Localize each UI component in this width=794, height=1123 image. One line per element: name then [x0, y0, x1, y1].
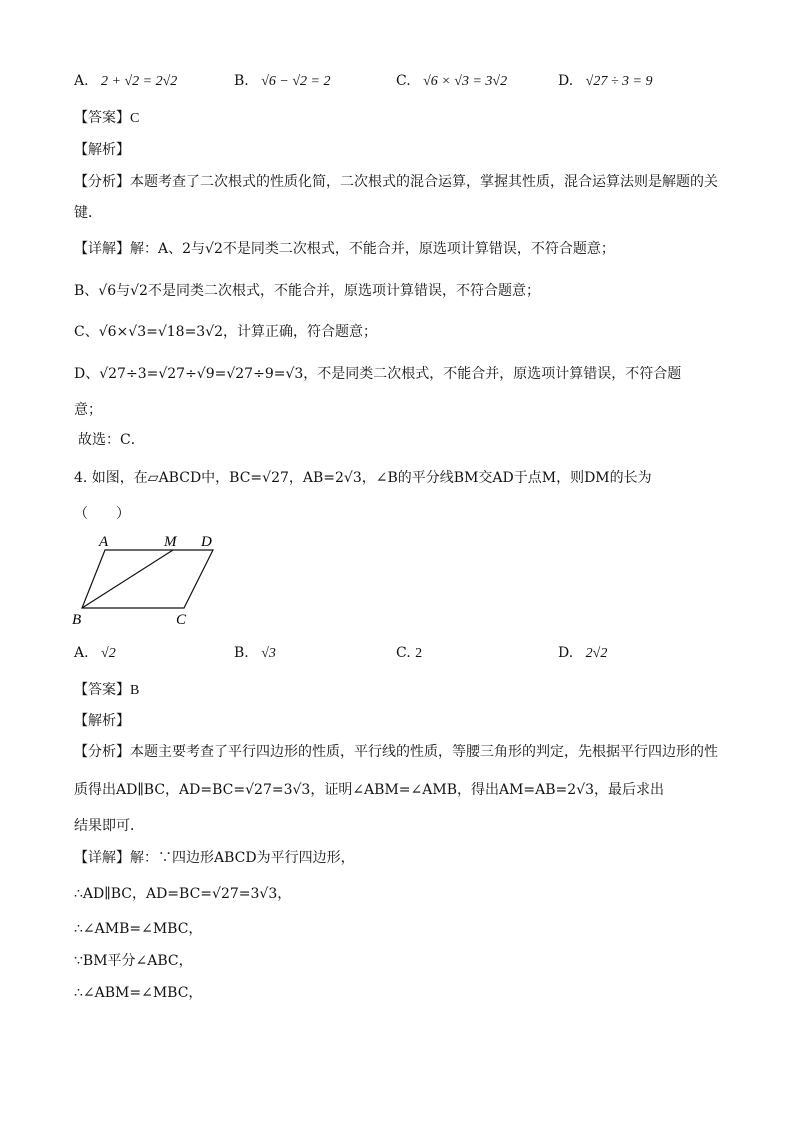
- label-c: C: [176, 612, 187, 628]
- option-expr: √2: [101, 646, 116, 661]
- q3-fenxi-line-1: [74, 172, 718, 192]
- detail-tag: 【详解】: [74, 241, 130, 257]
- option-expr: 2√2: [585, 646, 608, 661]
- fenxi-text: 本题主要考查了平行四边形的性质，平行线的性质，等腰三角形的判定，先根据平行四边形的性: [130, 744, 718, 760]
- option-expr: √6 − √2 = 2: [261, 74, 331, 89]
- q3-option-c: [396, 73, 507, 90]
- q4-detail-5: ∴∠ABM=∠MBC，: [74, 985, 203, 1001]
- q3-detail-b: B、√6与√2不是同类二次根式，不能合并，原选项计算错误，不符合题意；: [74, 283, 540, 299]
- q4-option-b: [234, 645, 276, 662]
- fenxi-text: 本题考查了二次根式的性质化简，二次根式的混合运算，掌握其性质，混合运算法则是解题的关: [130, 174, 718, 190]
- option-expr: √27 ÷ 3 = 9: [585, 74, 653, 89]
- q3-detail-d-2: 意；: [74, 402, 102, 418]
- q3-option-d: [558, 73, 652, 90]
- answer-tag: 【答案】: [74, 682, 130, 698]
- option-letter: A.: [74, 645, 89, 661]
- q4-detail-4: ∵BM平分∠ABC，: [74, 953, 193, 969]
- q4-fenxi-line-1: [74, 742, 718, 762]
- q4-detail-1: [74, 848, 355, 868]
- option-expr: 2 + √2 = 2√2: [101, 74, 178, 89]
- q3-detail-a: [74, 239, 615, 259]
- detail-text: 解：A、2与√2不是同类二次根式，不能合并，原选项计算错误，不符合题意；: [130, 241, 615, 257]
- detail-tag: 【详解】: [74, 850, 130, 866]
- detail-text: 解：∵四边形ABCD为平行四边形，: [130, 850, 355, 866]
- parallelogram-abcd: [82, 550, 213, 608]
- q4-option-a: [74, 645, 116, 662]
- q3-option-a: [74, 73, 177, 90]
- q3-detail-c: C、√6×√3=√18=3√2，计算正确，符合题意；: [74, 324, 378, 340]
- segment-bm: [82, 550, 173, 608]
- option-letter: D.: [558, 645, 574, 661]
- label-b: B: [72, 612, 82, 628]
- option-letter: C.: [396, 645, 411, 661]
- answer-tag: 【答案】: [74, 110, 130, 126]
- q4-option-c: [396, 645, 422, 662]
- option-letter: A.: [74, 73, 89, 89]
- label-a: A: [99, 534, 109, 550]
- q3-detail-d-1: D、√27÷3=√27÷√9=√27÷9=√3，不是同类二次根式，不能合并，原选项计算错误，不符合题: [74, 366, 682, 382]
- q4-option-d: [558, 645, 607, 662]
- parallelogram-figure: [68, 530, 228, 630]
- q3-fenxi-line-2: 键．: [74, 205, 102, 221]
- q4-answer: [74, 680, 139, 701]
- q4-stem-line-2: （ ）: [74, 506, 130, 522]
- fenxi-tag: 【分析】: [74, 174, 130, 190]
- option-letter: B.: [234, 73, 249, 89]
- q3-analysis-title: 【解析】: [74, 142, 130, 158]
- option-expr: √3: [261, 646, 276, 661]
- answer-value: B: [130, 683, 140, 698]
- q4-fenxi-line-3: 结果即可．: [74, 818, 144, 834]
- option-expr: √6 × √3 = 3√2: [423, 74, 508, 89]
- q3-option-b: [234, 73, 330, 90]
- label-m: M: [164, 534, 177, 550]
- q4-detail-2: ∴AD∥BC，AD=BC=√27=3√3，: [74, 886, 292, 902]
- q3-conclusion: 故选：C．: [78, 432, 145, 448]
- option-letter: B.: [234, 645, 249, 661]
- q4-stem-line-1: 4. 如图，在▱ABCD中，BC=√27，AB=2√3，∠B的平分线BM交AD于点M，则DM的长为: [74, 470, 652, 486]
- option-letter: C.: [396, 73, 411, 89]
- option-letter: D.: [558, 73, 574, 89]
- q3-answer: [74, 108, 139, 129]
- label-d: D: [201, 534, 212, 550]
- q4-detail-3: ∴∠AMB=∠MBC，: [74, 921, 203, 937]
- answer-value: C: [130, 111, 140, 126]
- q4-analysis-title: 【解析】: [74, 713, 130, 729]
- option-expr: 2: [415, 646, 423, 661]
- q4-fenxi-line-2: 质得出AD∥BC，AD=BC=√27=3√3，证明∠ABM=∠AMB，得出AM=AB=2√3，最后求出: [74, 782, 665, 798]
- fenxi-tag: 【分析】: [74, 744, 130, 760]
